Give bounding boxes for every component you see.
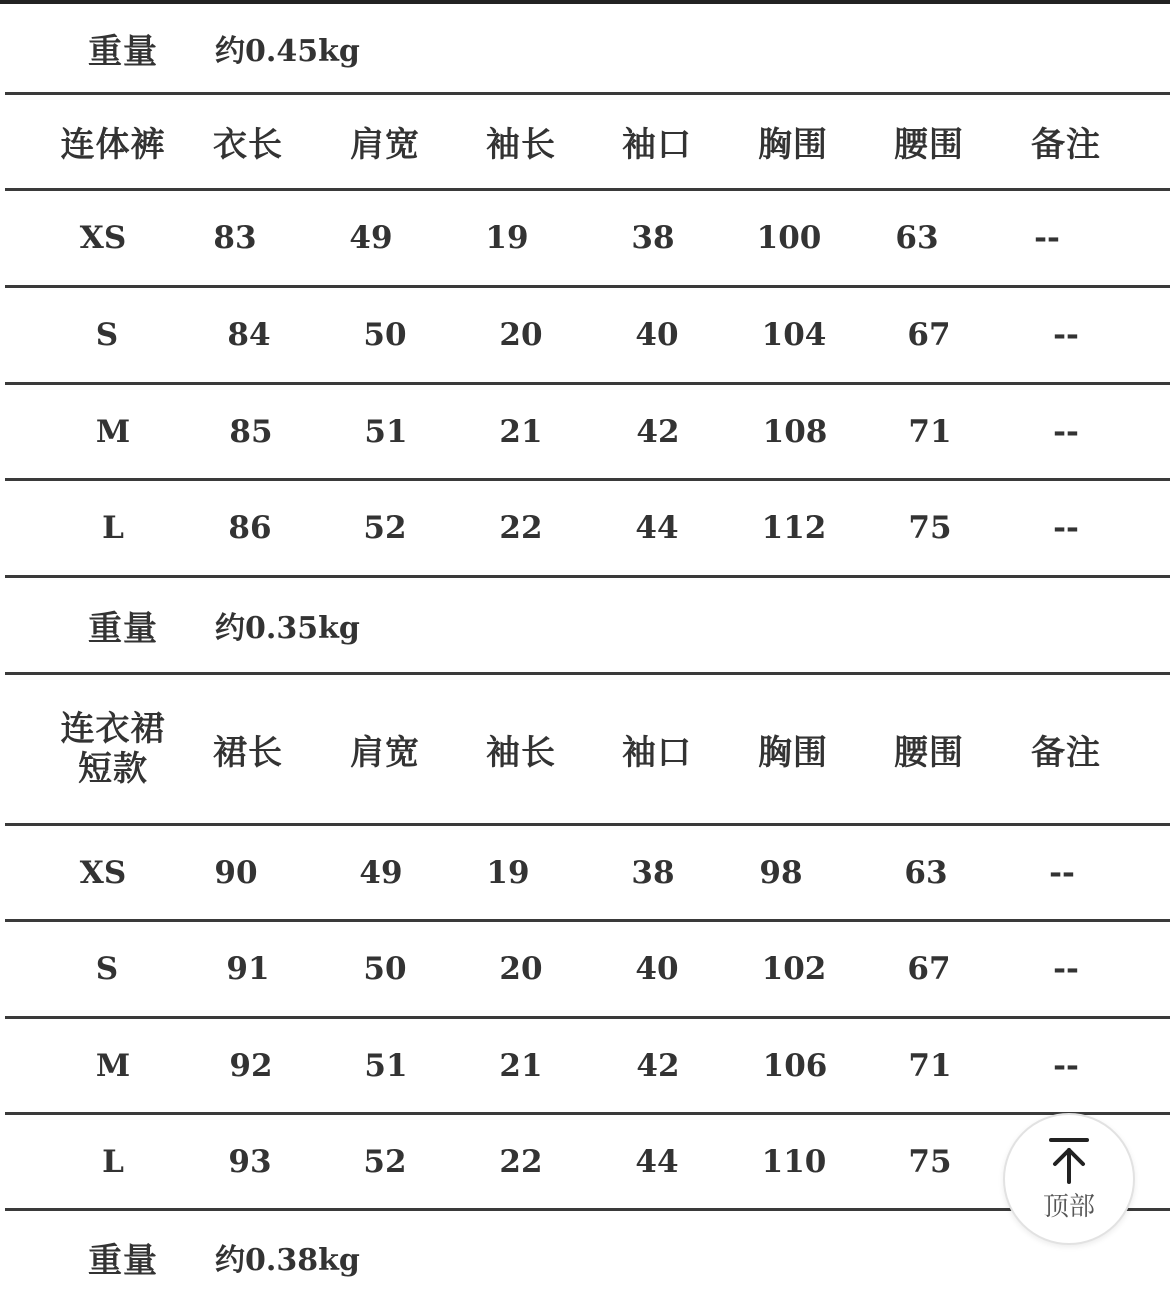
table-cell: 50 [363,951,407,987]
table-cell: 63 [895,220,939,256]
table-cell: 90 [214,854,258,891]
header-cell: 肩宽 [350,125,420,165]
weight-row [5,4,1170,92]
weight-value: 约0.45kg [215,34,360,69]
table-row [5,481,1170,575]
table-cell: 40 [635,317,679,353]
header-cell: 袖口 [622,732,692,773]
header-cell: 备注 [1031,125,1101,165]
size-cell: XS [79,220,127,256]
weight-row [5,578,1170,672]
table-cell: 75 [908,1143,952,1180]
header-cell-category: 连体裤 [60,125,166,165]
table-cell: -- [1053,317,1079,353]
table-cell: 19 [485,220,529,256]
table-cell: 40 [635,951,679,987]
table-cell: 52 [363,510,407,546]
table-cell: 51 [364,1047,408,1084]
weight-value: 约0.35kg [215,611,360,646]
table-header [5,675,1170,823]
back-to-top-button[interactable] [1003,1113,1135,1245]
table-cell: 49 [359,854,403,891]
table-cell: 86 [228,510,272,546]
table-row [5,922,1170,1016]
table-cell: 20 [499,951,543,987]
table-cell: 63 [904,854,948,891]
table-cell: 49 [349,220,393,256]
size-cell: S [95,951,119,987]
header-cell: 胸围 [758,125,828,165]
table-row [5,1115,1170,1208]
table-cell: 100 [756,220,822,256]
table-row [5,1019,1170,1112]
table-cell: 91 [226,951,270,987]
size-cell: L [102,510,124,546]
header-cell: 腰围 [894,732,964,773]
table-row [5,191,1170,285]
table-cell: 84 [227,317,271,353]
weight-label: 重量 [88,31,158,72]
header-category-line1: 连衣裙 [60,709,166,749]
header-cell: 肩宽 [350,732,420,773]
table-cell: 38 [631,220,675,256]
table-cell: 102 [761,951,827,987]
table-cell: -- [1053,510,1079,546]
table-cell: 20 [499,317,543,353]
arrow-up-to-top-icon [1047,1136,1091,1184]
table-cell: 83 [213,220,257,256]
size-cell: M [95,1047,131,1084]
weight-label: 重量 [88,1240,158,1281]
table-cell: 71 [908,1047,952,1084]
table-cell: -- [1053,951,1079,987]
header-cell: 裙长 [213,732,283,773]
table-cell: 44 [635,510,679,546]
size-cell: XS [79,854,127,891]
header-cell: 袖长 [486,125,556,165]
table-cell: 92 [229,1047,273,1084]
table-row [5,288,1170,382]
table-cell: 85 [229,413,273,450]
weight-label: 重量 [88,608,158,649]
table-cell: 93 [228,1143,272,1180]
table-cell: 21 [499,1047,543,1084]
table-cell: 75 [908,510,952,546]
table-cell: 104 [761,317,827,353]
table-cell: 67 [907,317,951,353]
table-row [5,826,1170,919]
table-cell: 19 [486,854,530,891]
weight-value: 约0.38kg [215,1243,360,1278]
table-cell: 22 [499,1143,543,1180]
table-cell: 50 [363,317,407,353]
table-cell: 44 [635,1143,679,1180]
size-cell: L [102,1143,124,1180]
header-category-line2: 短款 [78,749,148,789]
table-cell: 108 [762,413,828,450]
header-cell: 腰围 [894,125,964,165]
table-cell: 71 [908,413,952,450]
table-cell: 106 [762,1047,828,1084]
size-cell: M [95,413,131,450]
table-cell: 67 [907,951,951,987]
header-cell: 备注 [1031,732,1101,773]
back-to-top-label: 顶部 [1042,1191,1095,1222]
table-cell: 42 [636,1047,680,1084]
table-cell: 110 [761,1143,827,1180]
table-cell: 42 [636,413,680,450]
header-cell-category [50,675,176,823]
table-cell: 51 [364,413,408,450]
size-cell: S [95,317,119,353]
table-cell: 21 [499,413,543,450]
table-cell: 52 [363,1143,407,1180]
weight-row [5,1211,1170,1303]
table-cell: 38 [631,854,675,891]
table-cell: -- [1049,854,1075,891]
table-cell: -- [1053,1047,1079,1084]
table-row [5,385,1170,478]
table-header [5,95,1170,188]
header-cell: 胸围 [758,732,828,773]
table-cell: -- [1034,220,1060,256]
header-cell: 衣长 [213,125,283,165]
header-cell: 袖长 [486,732,556,773]
table-cell: 98 [759,854,803,891]
table-cell: 22 [499,510,543,546]
table-cell: 112 [761,510,827,546]
header-cell: 袖口 [622,125,692,165]
table-cell: -- [1053,413,1079,450]
